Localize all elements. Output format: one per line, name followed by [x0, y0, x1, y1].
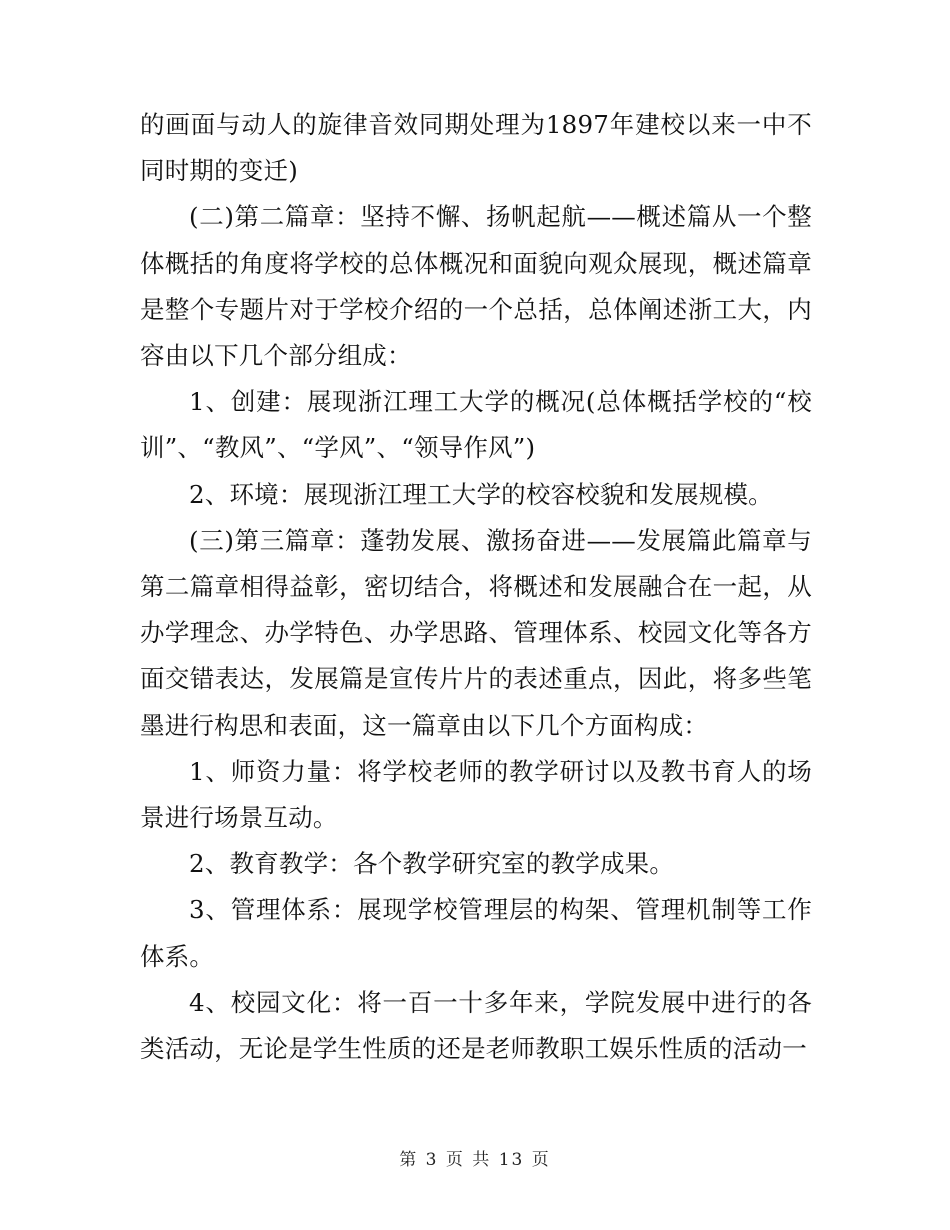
paragraph-4: 2、环境：展现浙江理工大学的校容校貌和发展规模。 [189, 479, 773, 509]
paragraph-7: 2、教育教学：各个教学研究室的教学成果。 [189, 849, 675, 879]
paragraph-3: 1、创建：展现浙江理工大学的概况(总体概括学校的“校训”、“教风”、“学风”、“领导作风”) [140, 387, 812, 463]
paragraph-6: 1、师资力量：将学校老师的教学研讨以及教书育人的场景进行场景互动。 [140, 756, 812, 833]
paragraph-9: 4、校园文化：将一百一十多年来，学院发展中进行的各类活动，无论是学生性质的还是老师教职工娱乐性质的活动一 [140, 987, 812, 1064]
document-body [140, 102, 812, 1072]
paragraph-1: 的画面与动人的旋律音效同期处理为1897年建校以来一中不同时期的变迁) [140, 110, 812, 186]
paragraph-8: 3、管理体系：展现学校管理层的构架、管理机制等工作体系。 [140, 895, 812, 971]
paragraph-5: (三)第三篇章：蓬勃发展、激扬奋进——发展篇此篇章与第二篇章相得益彰，密切结合，将概述和发展融合在一起，从办学理念、办学特色、办学思路、管理体系、校园文化等各方面交错表达，发展篇是宣传片片的表述重点，因此，将多些笔墨进行构思和表面，这一篇章由以下几个方面构成： [140, 525, 812, 740]
paragraph-2: (二)第二篇章：坚持不懈、扬帆起航——概述篇从一个整体概括的角度将学校的总体概况和面貌向观众展现，概述篇章是整个专题片对于学校介绍的一个总括，总体阐述浙工大，内容由以下几个部分组成： [140, 202, 812, 371]
page-number-footer: 第 3 页 共 13 页 [399, 1150, 551, 1170]
